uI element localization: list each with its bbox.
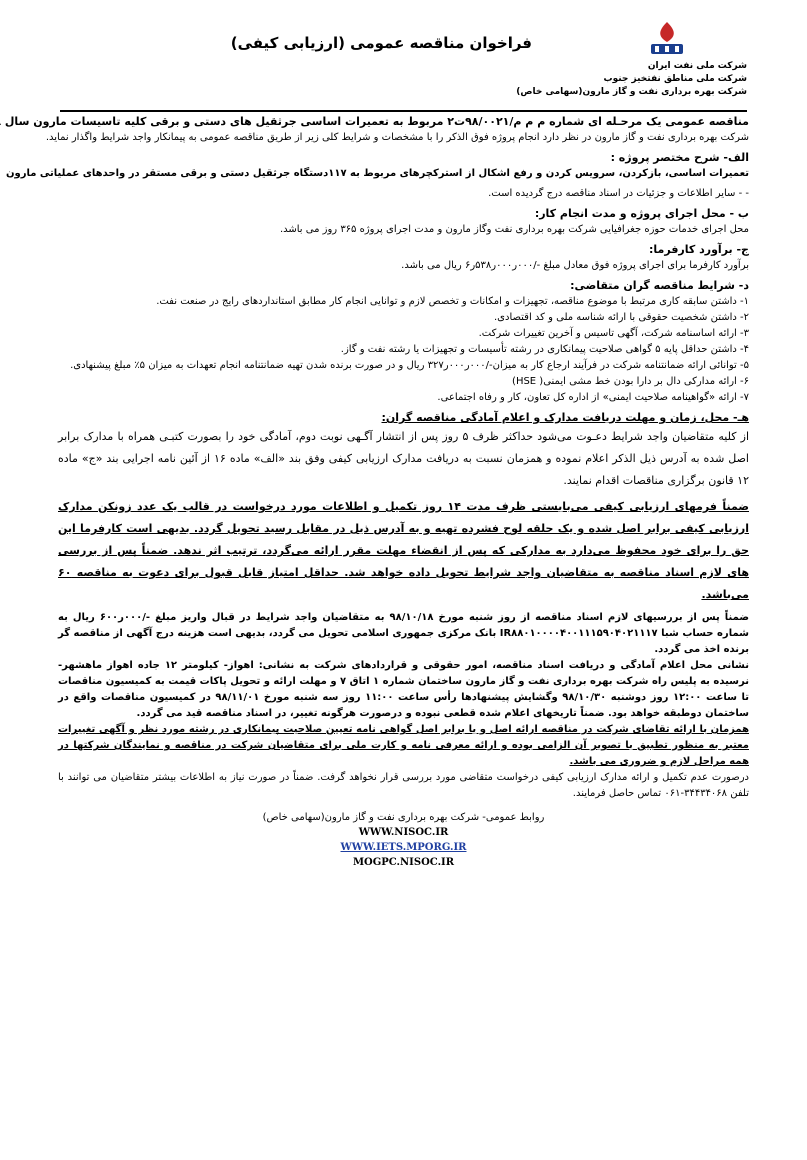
section-c-title: ج- برآورد کارفرما: [649, 243, 749, 256]
footer-links [58, 825, 749, 870]
list-item: ۷- ارائه «گواهینامه صلاحیت ایمنی» از اداره کل تعاون، کار و رفاه اجتماعی. [437, 392, 749, 403]
footer-signature: روابط عمومی- شرکت بهره برداری نفت و گاز مارون(سهامی خاص) [262, 812, 545, 823]
footer [58, 810, 749, 870]
nisoc-link[interactable]: WWW.NISOC.IR [358, 827, 449, 838]
mogpc-link[interactable]: MOGPC.NISOC.IR [352, 857, 455, 868]
paragraph-contact: درصورت عدم تکمیل و ارائه مدارک ارزیابی کیفی درخواست متقاضی مورد بررسی قرار نخواهد گرفت. ضمناً در صورت نیاز به اطلاعات بیشتر متقاضیان می توانند با تلفن ۳۴۴۳۴۰۶۸-۰۶۱ تماس حاصل فرمایند. [58, 772, 749, 799]
notice-bold: ضمناً فرمهای ارزیابی کیفی می‌بایستی ظرف مدت ۱۴ روز تکمیل و اطلاعات مورد درخواست در قالب یک عدد زونکن مدارک ارزیابی کیفی برابر اصل شده و یک حلقه لوح فشرده تهیه و به آدرس ذیل در مقابل رسید تحویل گردد. بدیهی است کارفرما این حق را برای خود محفوظ می‌دارد به مدارکی که پس از انقضاء مهلت مقرر ارائه می‌گردد، ترتیب اثر ندهد. ضمناً پس از بررسی های لازم اسناد مناقصه به متقاضیان واجد شرایط تحویل داده خواهد شد. حداقل امتیاز قابل قبول برای دعوت به مناقصه ۶۰ می‌باشد. [58, 500, 749, 601]
page-title: فراخوان مناقصه عمومی (ارزیابی کیفی) [230, 34, 532, 52]
oil-company-logo-icon [645, 20, 689, 60]
section-b-title: ب - محل اجرای پروژه و مدت انجام کار: [534, 207, 749, 220]
notice-body [4, 114, 749, 870]
company-line: شرکت ملی مناطق نفتخیز جنوب [603, 74, 747, 84]
section-e-title: هـ- محل، زمان و مهلت دریافت مدارک و اعلام آمادگی مناقصه گران: [381, 411, 749, 424]
iets-link[interactable]: WWW.IETS.MPORG.IR [340, 842, 467, 853]
company-block [516, 20, 747, 99]
list-item: ۵- توانائی ارائه ضمانتنامه شرکت در فرآیند ارجاع کار به میزان-/۰۰۰ر۰۰۰ر۳۲۷ ریال و در صورت برنده شدن تهیه ضمانتنامه انجام تعهدات به میزان ۵٪ مبلغ پیشنهادی. [70, 360, 749, 371]
header [60, 20, 747, 108]
list-item: ۳- ارائه اساسنامه شرکت، آگهی تاسیس و آخرین تغییرات شرکت. [478, 328, 749, 339]
paragraph-docs: ضمناً پس از بررسیهای لازم اسناد مناقصه از روز شنبه مورخ ۹۸/۱۰/۱۸ به متقاضیان واجد شرایط در قبال واریز مبلغ -/۰۰۰ر۶۰۰ ریال به شماره حساب شبا IR۸۸۰۱۰۰۰۰۴۰۰۱۱۱۵۹۰۴۰۲۱۱۱۷ بانک مرکزی جمهوری اسلامی تحویل می گردد، بدیهی است هزینه درج آگهی از مناقصه گر برنده اخذ می گردد. [58, 612, 749, 655]
list-item: ۲- داشتن شخصیت حقوقی با ارائه شناسه ملی و کد اقتصادی. [493, 312, 749, 323]
section-d-title: د- شرایط مناقصه گران متقاضی: [570, 279, 749, 292]
company-line: شرکت بهره برداری نفت و گاز مارون(سهامی خاص) [516, 87, 747, 97]
section-a-title: الف- شرح مختصر پروژه : [610, 151, 749, 164]
paragraph-requirements: همزمان با ارائه تقاضای شرکت در مناقصه ارائه اصل و یا برابر اصل گواهی نامه تعیین صلاحیت پیمانکاری در رشته مورد نظر و آگهی تغییرات معتبر به منظور تطبیق با تصویر آن الزامی بوده و ارائه معرفی نامه و کارت ملی برای متقاضیان شرکت در مناقصه و نمایندگان شرکتها در همه مراحل لازم و ضروری می باشد. [58, 724, 749, 767]
section-e-body: از کلیه متقاضیان واجد شرایط دعـوت می‌شود حداکثر ظرف ۵ روز پس از انتشار آگـهی نوبت دوم، آمادگی خود را بصورت کتبـی همراه با مدارک برابر اصل شده به آدرس ذیل الذکر اعلام نموده و همزمان نسبت به دریافت مدارک ارزیابی کیفی وفق بند «الف» ماده ۱۶ از آئین نامه اجرایی بند «ج» ماده ۱۲ قانون برگزاری مناقصات اقدام نمایند. [58, 430, 749, 487]
divider [60, 110, 747, 112]
paragraph-address: نشانی محل اعلام آمادگی و دریافت اسناد مناقصه، امور حقوقی و قراردادهای شرکت به نشانی: اهواز- کیلومتر ۱۲ جاده اهواز ماهشهر- نرسیده به پلیس راه شرکت بهره برداری نفت و گاز مارون ساختمان شماره ۱ اتاق ۷ و مهلت ارائه و تحویل پاکات قیمت به کمیسیون مناقصات تا ساعت ۱۲:۰۰ روز دوشنبه ۹۸/۱۰/۳۰ وگشایش پیشنهادها رأس ساعت ۱۱:۰۰ روز سه شنبه مورخ ۹۸/۱۱/۰۱ در کمیسیون مناقصات واقع در ساختمان دوطبقه خواهد بود. ضمناً تاریخهای اعلام شده قطعی نبوده و درصورت هرگونه تغییر، در اسناد مناقصه قید می گردد. [58, 660, 749, 719]
list-item: ۶- ارائه مدارکی دال بر دارا بودن خط مشی ایمنی( HSE) [512, 376, 749, 387]
tender-heading: مناقصه عمومی یک مرحـله ای شماره م م م/۹۸/۰۰۲۱ت۲ مربوط به تعمیرات اساسی جرثقیل های دستی و برقی کلیه تاسیسات مارون سال [4, 115, 749, 128]
section-c-body: برآورد کارفرما برای اجرای پروژه فوق معادل مبلغ -/۰۰۰ر۰۰۰ر۵۳۸ر۶ ریال می باشد. [401, 260, 749, 271]
company-line: شرکت ملی نفت ایران [647, 61, 747, 71]
list-item: ۴- داشتن حداقل پایه ۵ گواهی صلاحیت پیمانکاری در رشته تأسیسات و تجهیزات یا رشته نفت و گاز. [340, 344, 749, 355]
list-item: ۱- داشتن سابقه کاری مرتبط با موضوع مناقصه، تجهیزات و امکانات و تخصص لازم و توانایی انجام کار مطابق استانداردهای رایج در صنعت نفت. [156, 296, 749, 307]
section-a-body: تعمیرات اساسی، بازکردن، سرویس کردن و رفع اشکال از استرکچرهای مربوط به ۱۱۷دستگاه جرثقیل دستی و برقی مستقر در واحدهای عملیاتی مارون [5, 168, 749, 179]
section-b-body: محل اجرای خدمات حوزه جغرافیایی شرکت بهره برداری نفت وگاز مارون و مدت اجرای پروژه ۳۶۵ روز می باشد. [279, 224, 749, 235]
section-a-note: - - سایر اطلاعات و جزئیات در اسناد مناقصه درج گردیده است. [488, 188, 749, 199]
intro-text: شرکت بهره برداری نفت و گاز مارون در نظر دارد انجام پروژه فوق الذکر را با مشخصات و شرایط کلی زیر از طریق مناقصه عمومی به پیمانکار واجد شرایط واگذار نماید. [45, 132, 749, 143]
